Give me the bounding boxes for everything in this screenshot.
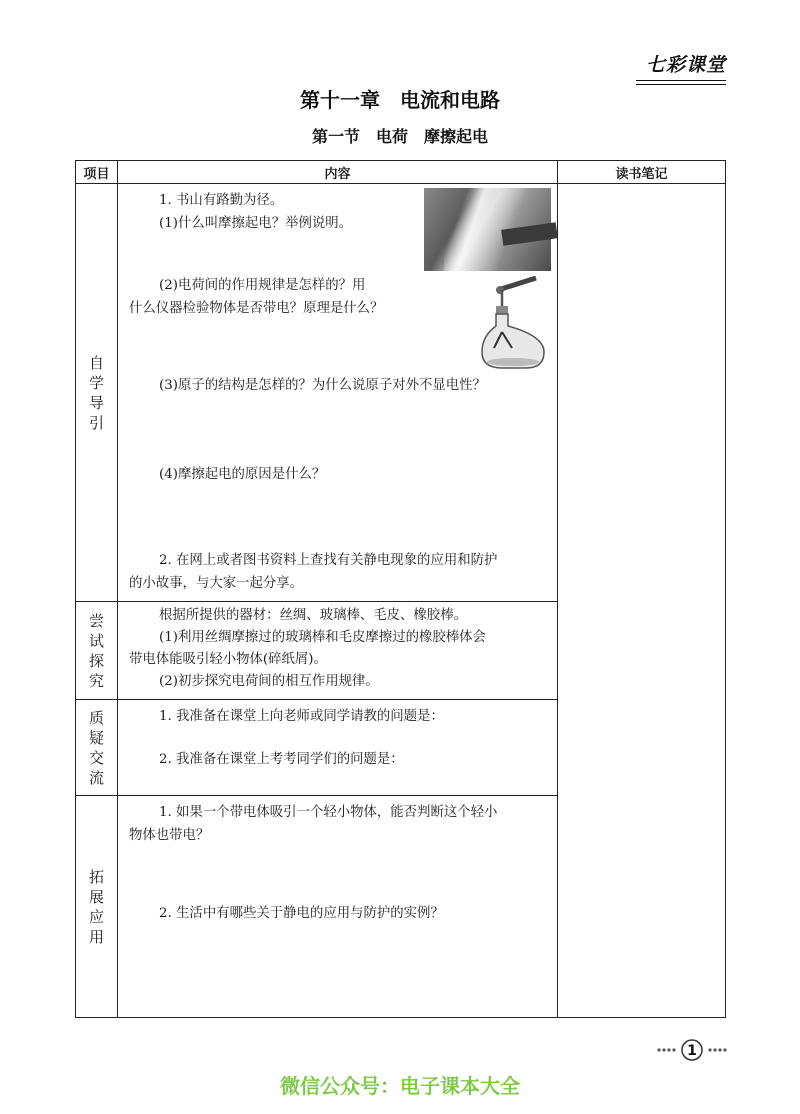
content-line: 的小故事，与大家一起分享。: [129, 576, 304, 591]
page-number-badge: [655, 1039, 729, 1061]
content-line: 什么仪器检验物体是否带电？原理是什么？: [129, 301, 384, 316]
row-label: 质疑交流: [88, 708, 104, 787]
chapter-title: 第十一章 电流和电路: [300, 88, 500, 112]
content-line: 2. 生活中有哪些关于静电的应用与防护的实例？: [159, 906, 444, 921]
header-content: 内容: [118, 161, 558, 184]
brand-logo: 七彩课堂: [645, 54, 726, 76]
row-label: 拓展应用: [88, 867, 104, 946]
content-line: 1. 如果一个带电体吸引一个轻小物体，能否判断这个轻小: [159, 805, 498, 820]
row-label-cell: [76, 796, 118, 1018]
brand-rule: [636, 80, 726, 81]
content-line: 1. 我准备在课堂上向老师或同学请教的问题是：: [159, 709, 444, 724]
content-cell: [118, 700, 558, 796]
electroscope-diagram: [478, 276, 558, 370]
content-line: 1. 书山有路勤为径。: [159, 193, 284, 208]
row-label-cell: [76, 700, 118, 796]
content-line: (2)电荷间的作用规律是怎样的？用: [159, 278, 366, 293]
content-line: (1)什么叫摩擦起电？举例说明。: [159, 216, 353, 231]
hair-static-photo: [424, 188, 551, 271]
header-notes: 读书笔记: [558, 161, 726, 184]
content-cell: [118, 602, 558, 700]
header-item: 项目: [76, 161, 118, 184]
page-number: 1: [687, 1043, 697, 1059]
watermark-text: 微信公众号：电子课本大全: [280, 1074, 520, 1098]
study-table: [75, 160, 726, 1018]
row-label: 尝试探究: [88, 611, 104, 690]
content-line: 2. 我准备在课堂上考考同学们的问题是：: [159, 752, 404, 767]
table-row: [76, 184, 726, 602]
content-line: (2)初步探究电荷间的相互作用规律。: [159, 674, 379, 689]
content-line: 根据所提供的器材：丝绸、玻璃棒、毛皮、橡胶棒。: [159, 608, 467, 623]
row-label: 自学导引: [88, 353, 104, 432]
row-label-cell: [76, 184, 118, 602]
content-cell: [118, 796, 558, 1018]
row-label-cell: [76, 602, 118, 700]
content-cell: [118, 184, 558, 602]
content-line: 2. 在网上或者图书资料上查找有关静电现象的应用和防护: [159, 553, 498, 568]
notes-cell[interactable]: [558, 184, 726, 1018]
section-title: 第一节 电荷 摩擦起电: [311, 127, 488, 146]
content-line: (3)原子的结构是怎样的？为什么说原子对外不显电性？: [159, 378, 486, 393]
content-line: 物体也带电？: [129, 828, 210, 843]
table-header-row: [76, 161, 726, 184]
content-line: (4)摩擦起电的原因是什么？: [159, 467, 326, 482]
content-line: (1)利用丝绸摩擦过的玻璃棒和毛皮摩擦过的橡胶棒体会: [159, 630, 486, 645]
content-line: 带电体能吸引轻小物体(碎纸屑)。: [129, 652, 327, 667]
